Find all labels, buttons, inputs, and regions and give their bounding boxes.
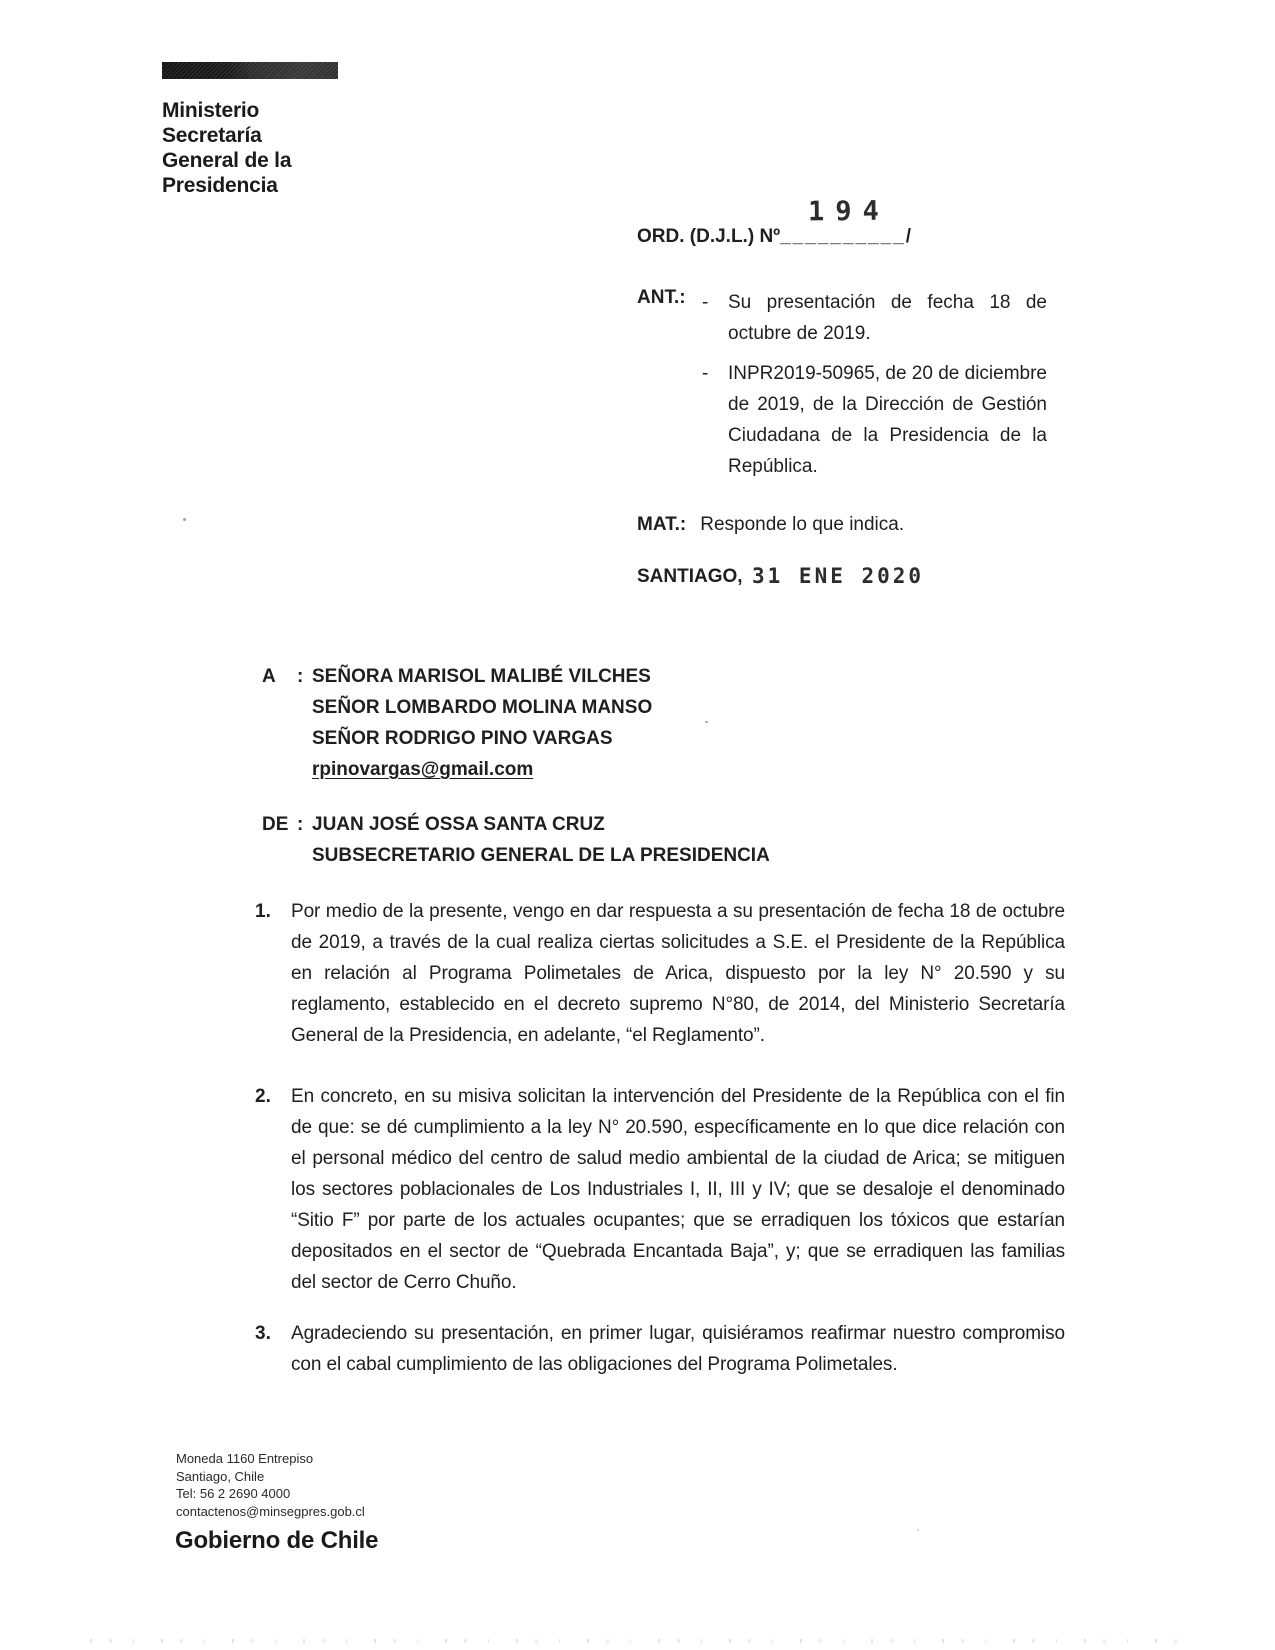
mat-text: Responde lo que indica. bbox=[700, 514, 905, 535]
paragraph-number: 2. bbox=[255, 1086, 271, 1107]
ant-items bbox=[702, 287, 1047, 482]
to-label: A bbox=[262, 666, 276, 687]
ministry-name-line: Secretaría bbox=[162, 124, 262, 147]
ord-number-stamp: 194 bbox=[807, 195, 890, 228]
scan-artifact-dot bbox=[183, 518, 186, 521]
recipient-name: SEÑORA MARISOL MALIBÉ VILCHES bbox=[312, 666, 651, 687]
footer-address-line: Santiago, Chile bbox=[176, 1468, 265, 1484]
recipients-row bbox=[262, 661, 652, 785]
ministry-name bbox=[162, 98, 291, 198]
ministry-name-line: Presidencia bbox=[162, 174, 278, 197]
paragraph-3 bbox=[255, 1318, 1065, 1380]
paragraph-number: 1. bbox=[255, 901, 271, 922]
sender-row bbox=[262, 809, 770, 871]
from-label: DE bbox=[262, 814, 289, 835]
ord-number-row bbox=[637, 226, 913, 248]
paragraph-text: En concreto, en su misiva solicitan la intervención del Presidente de la República con el fin de que: se dé cumplimiento a la ley N° 20.590, específicamente en lo que dice relación con el personal médico del centro de salud medio ambiental de la ciudad de Arica; se mitiguen los sectores poblacionales de Los Industriales I, II, III y IV; que se desaloje el denominado “Sitio F” por parte de los actuales ocupantes; que se erradiquen los tóxicos que estarían depositados en el sector de “Quebrada Encantada Baja”, y; que se erradiquen las familias del sector de Cerro Chuño. bbox=[291, 1086, 1065, 1293]
paragraph-1 bbox=[255, 896, 1065, 1051]
footer-address-line: Moneda 1160 Entrepiso bbox=[176, 1451, 314, 1466]
sender-block bbox=[262, 809, 770, 871]
sender-names bbox=[312, 809, 770, 871]
mat-label: MAT.: bbox=[637, 514, 687, 535]
dash-bullet: - bbox=[702, 292, 709, 313]
recipient-name: SEÑOR RODRIGO PINO VARGAS bbox=[312, 728, 613, 749]
recipient-names bbox=[312, 661, 652, 785]
scan-noise-strip bbox=[90, 1639, 1195, 1643]
ant-item bbox=[702, 287, 1047, 349]
ant-label: ANT.: bbox=[637, 287, 686, 308]
recipient-email: rpinovargas@gmail.com bbox=[312, 759, 534, 780]
paragraph-text: Por medio de la presente, vengo en dar respuesta a su presentación de fecha 18 de octubre de 2019, a través de la cual realiza ciertas solicitudes a S.E. el Presidente de la República en relación al Programa Polimetales de Arica, dispuesto por la ley N° 20.590 y su reglamento, establecido en el decreto supremo N°80, de 2014, del Ministerio Secretaría General de la Presidencia, en adelante, “el Reglamento”. bbox=[291, 901, 1065, 1046]
sender-title: SUBSECRETARIO GENERAL DE LA PRESIDENCIA bbox=[312, 845, 770, 866]
ministry-name-line: General de la bbox=[162, 149, 292, 172]
recipient-name: SEÑOR LOMBARDO MOLINA MANSO bbox=[312, 697, 653, 718]
scan-artifact-dot bbox=[705, 721, 708, 723]
city-label: SANTIAGO, bbox=[637, 566, 743, 587]
scan-artifact-dot bbox=[917, 1529, 919, 1531]
ord-label: ORD. (D.J.L.) Nº bbox=[637, 226, 781, 247]
ministry-logo-bar bbox=[162, 62, 338, 79]
paragraph-number: 3. bbox=[255, 1323, 271, 1344]
recipients-block bbox=[262, 661, 652, 785]
ministry-name-line: Ministerio bbox=[162, 99, 260, 122]
from-colon: : bbox=[297, 814, 304, 835]
ord-blank-line: __________/ bbox=[780, 226, 914, 247]
footer-phone: Tel: 56 2 2690 4000 bbox=[176, 1486, 291, 1501]
ant-item-text: Su presentación de fecha 18 de octubre de 2019. bbox=[728, 292, 1047, 344]
ant-item bbox=[702, 358, 1047, 482]
date-stamp: 31 ENE 2020 bbox=[752, 564, 925, 588]
paragraph-2 bbox=[255, 1081, 1065, 1298]
footer-email: contactenos@minsegpres.gob.cl bbox=[176, 1503, 365, 1519]
footer-address bbox=[176, 1450, 365, 1520]
city-date-row bbox=[637, 564, 925, 588]
subject-row bbox=[637, 514, 904, 536]
dash-bullet: - bbox=[702, 363, 709, 384]
sender-name: JUAN JOSÉ OSSA SANTA CRUZ bbox=[312, 814, 605, 835]
ant-item-text: INPR2019-50965, de 20 de diciembre de 2019, de la Dirección de Gestión Ciudadana de la Presidencia de la República. bbox=[728, 363, 1047, 477]
paragraph-text: Agradeciendo su presentación, en primer lugar, quisiéramos reafirmar nuestro compromiso con el cabal cumplimiento de las obligaciones del Programa Polimetales. bbox=[291, 1323, 1065, 1375]
government-brand: Gobierno de Chile bbox=[175, 1527, 379, 1554]
to-colon: : bbox=[297, 666, 304, 687]
